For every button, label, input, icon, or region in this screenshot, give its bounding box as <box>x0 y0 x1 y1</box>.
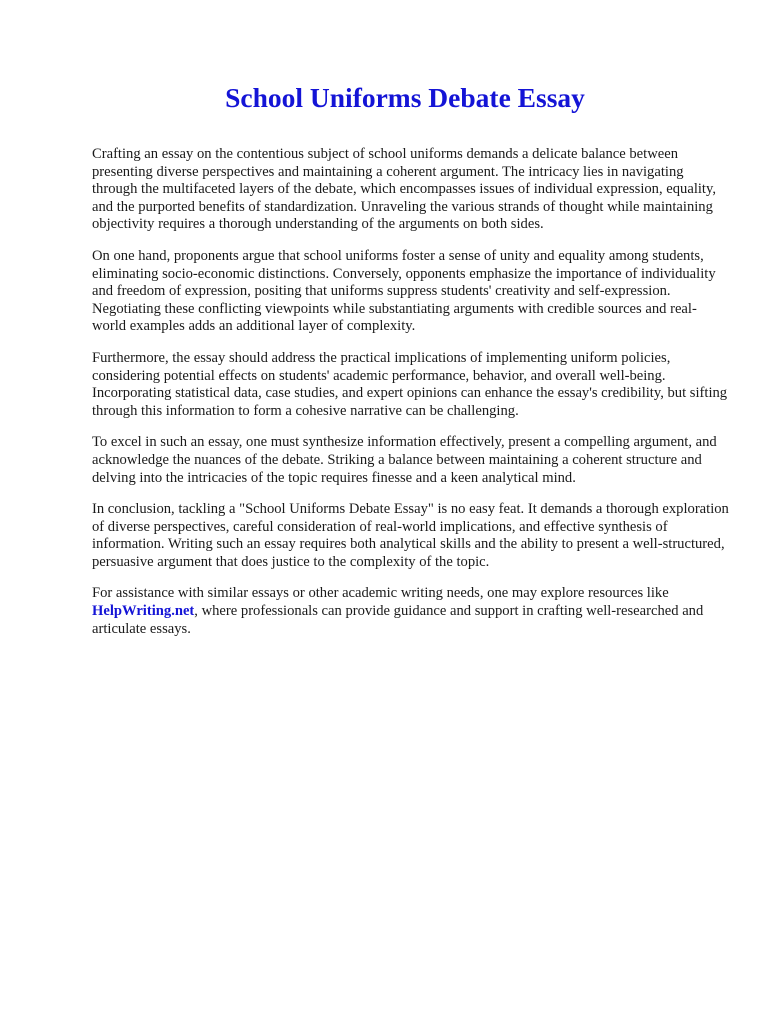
closing-text-after: , where professionals can provide guidance and support in crafting well-researched and articulate essays. <box>92 603 704 637</box>
paragraph-arguments: On one hand, proponents argue that school uniforms foster a sense of unity and equality among students, eliminating socio-economic distinctions. Conversely, opponents emphasize the importance of individuality and freedom of expression, positing that uniforms suppress students' creativity and self-expression. Negotiating these conflicting viewpoints while substantiating arguments with credible sources and real-world examples adds an additional layer of complexity. <box>92 247 716 335</box>
paragraph-closing <box>92 585 730 638</box>
paragraph-intro: Crafting an essay on the contentious subject of school uniforms demands a delicate balance between presenting diverse perspectives and maintaining a coherent argument. The intricacy lies in navigating through the multifaceted layers of the debate, which encompasses issues of individual expression, equality, and the purported benefits of standardization. Unraveling the various strands of thought while maintaining objectivity requires a thorough understanding of the arguments on both sides. <box>92 146 716 233</box>
paragraph-implications: Furthermore, the essay should address the practical implications of implementing uniform policies, considering potential effects on students' academic performance, behavior, and overall well-being. Incorporating statistical data, case studies, and expert opinions can enhance the essay's credibility, but sifting through this information to form a cohesive narrative can be challenging. <box>92 349 728 419</box>
paragraph-conclusion: In conclusion, tackling a "School Uniforms Debate Essay" is no easy feat. It demands a thorough exploration of diverse perspectives, careful consideration of real-world implications, and effective synthesis of information. Writing such an essay requires both analytical skills and the ability to present a well-structured, persuasive argument that does justice to the complexity of the topic. <box>92 501 729 570</box>
helpwriting-link[interactable]: HelpWriting.net <box>92 603 195 620</box>
page-title: School Uniforms Debate Essay <box>225 82 585 113</box>
closing-text-before: For assistance with similar essays or other academic writing needs, one may explore resources like <box>92 585 669 602</box>
essay-body <box>92 146 730 652</box>
paragraph-excel: To excel in such an essay, one must synthesize information effectively, present a compelling argument, and acknowledge the nuances of the debate. Striking a balance between maintaining a coherent structure and delving into the intricacies of the topic requires finesse and a keen analytical mind. <box>92 434 717 486</box>
